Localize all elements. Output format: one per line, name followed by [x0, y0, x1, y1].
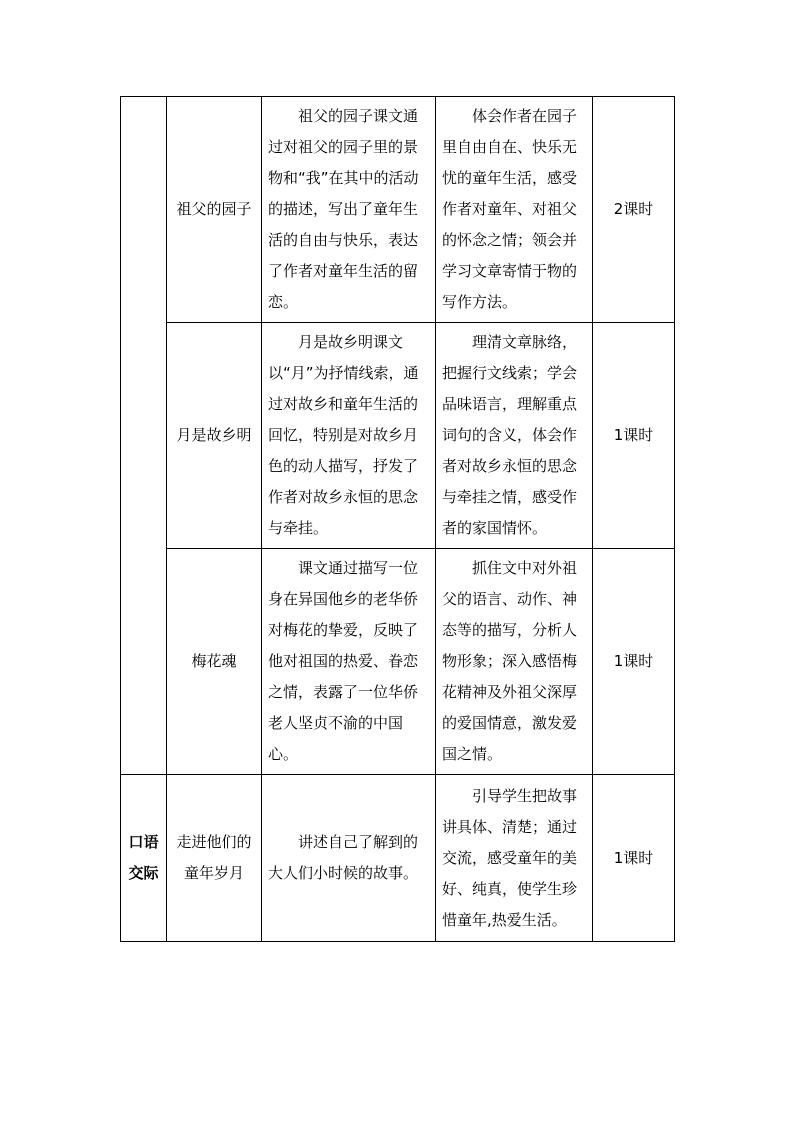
- table-row: [121, 549, 675, 775]
- category-cell: 口语交际: [121, 775, 167, 942]
- lesson-summary: 月是故乡明课文以“月”为抒情线索，通过对故乡和童年生活的回忆，特别是对故乡月色的动人描写，抒发了作者对故乡永恒的思念与牵挂。: [262, 323, 436, 549]
- table-row: [121, 323, 675, 549]
- lesson-hours: 1课时: [593, 775, 675, 942]
- lesson-hours: 2课时: [593, 97, 675, 323]
- lesson-title: 月是故乡明: [167, 323, 262, 549]
- lesson-title: 祖父的园子: [167, 97, 262, 323]
- lesson-hours: 1课时: [593, 323, 675, 549]
- lesson-summary: 讲述自己了解到的大人们小时候的故事。: [262, 775, 436, 942]
- category-cell: [121, 97, 167, 775]
- lesson-goals: 体会作者在园子里自由自在、快乐无忧的童年生活，感受作者对童年、对祖父的怀念之情；领会并学习文章寄情于物的写作方法。: [436, 97, 593, 323]
- lesson-goals: 理清文章脉络，把握行文线索；学会品味语言，理解重点词句的含义，体会作者对故乡永恒的思念与牵挂之情，感受作者的家国情怀。: [436, 323, 593, 549]
- lesson-title: 走进他们的童年岁月: [167, 775, 262, 942]
- lesson-hours: 1课时: [593, 549, 675, 775]
- lesson-plan-table: [120, 96, 675, 942]
- lesson-summary: 祖父的园子课文通过对祖父的园子里的景物和“我”在其中的活动的描述，写出了童年生活的自由与快乐，表达了作者对童年生活的留恋。: [262, 97, 436, 323]
- lesson-goals: 引导学生把故事讲具体、清楚；通过交流，感受童年的美好、纯真，使学生珍惜童年,热爱生活。: [436, 775, 593, 942]
- table-row: [121, 97, 675, 323]
- lesson-title: 梅花魂: [167, 549, 262, 775]
- lesson-goals: 抓住文中对外祖父的语言、动作、神态等的描写，分析人物形象；深入感悟梅花精神及外祖父深厚的爱国情意，激发爱国之情。: [436, 549, 593, 775]
- table-row: [121, 775, 675, 942]
- lesson-summary: 课文通过描写一位身在异国他乡的老华侨对梅花的挚爱，反映了他对祖国的热爱、眷恋之情，表露了一位华侨老人坚贞不渝的中国心。: [262, 549, 436, 775]
